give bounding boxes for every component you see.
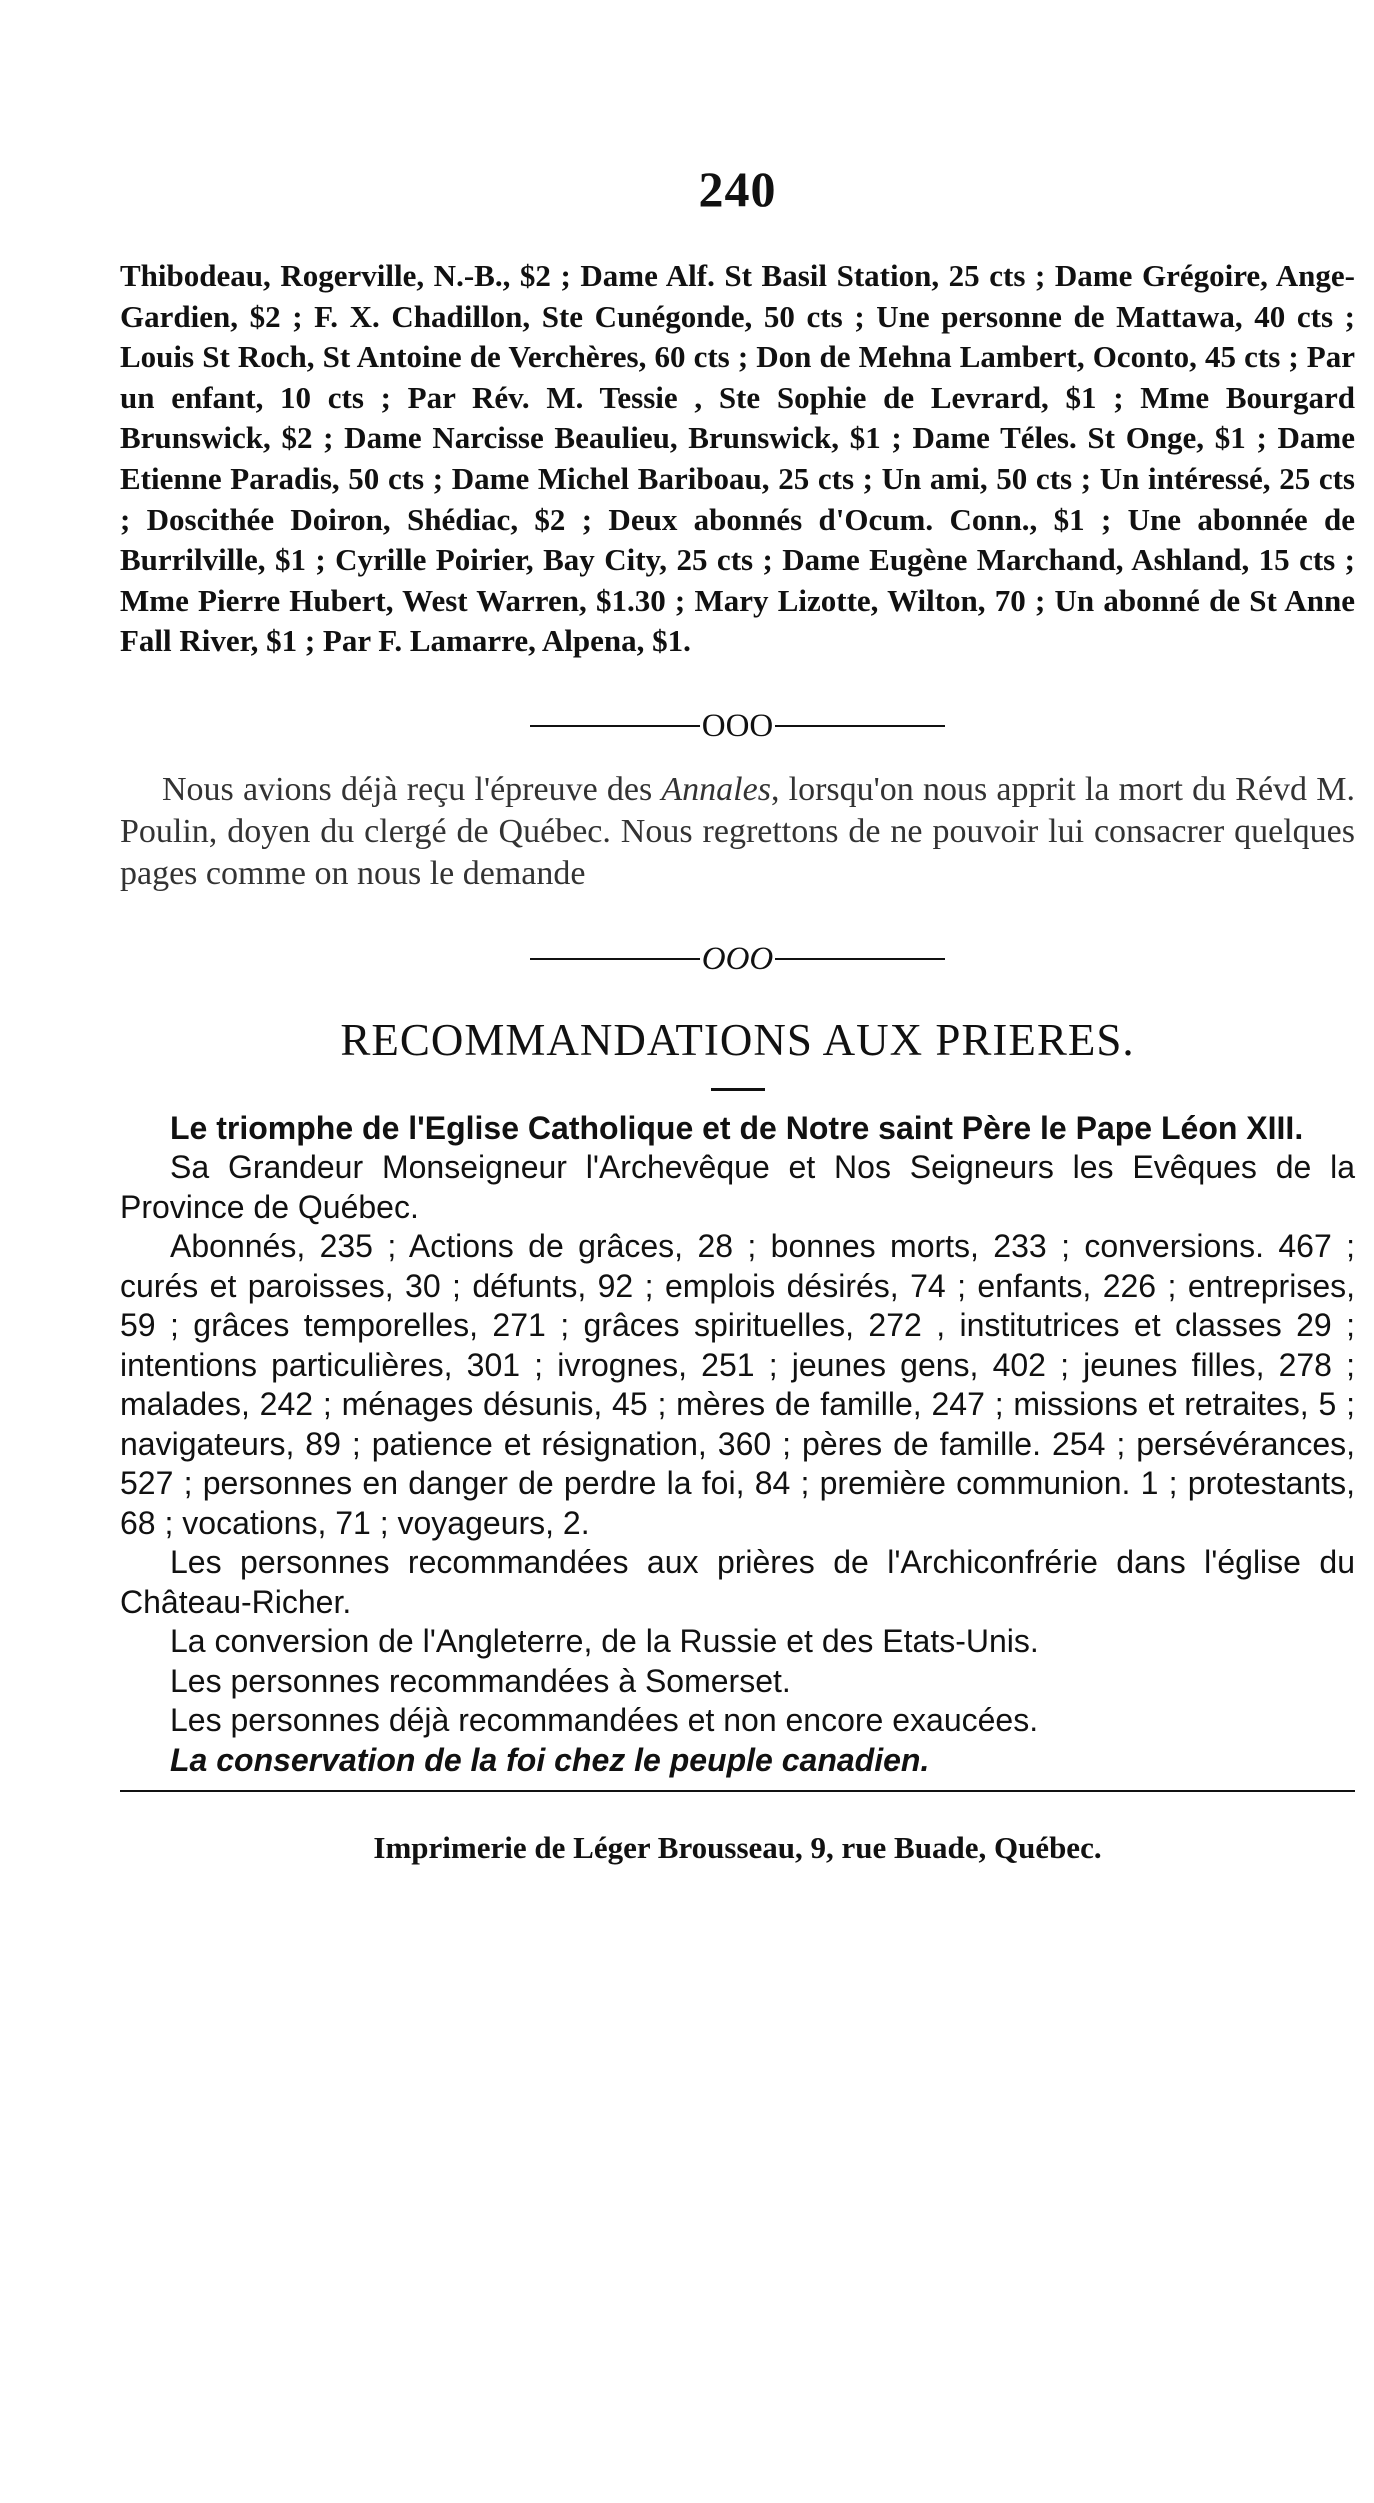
recommendation-item: Abonnés, 235 ; Actions de grâces, 28 ; bonnes morts, 233 ; conversions. 467 ; curés et paroisses, 30 ; défunts, 92 ; emplois désirés, 74 ; enfants, 226 ; entreprises, 59 ; grâces temporelles, 271 ; grâces spirituelles, 272 , institutrices et classes 29 ; intentions particulières, 301 ; ivrognes, 251 ; jeunes gens, 402 ; jeunes filles, 278 ; malades, 242 ; ménages désunis, 45 ; mères de famille, 247 ; missions et retraites, 5 ; navigateurs, 89 ; patience et résignation, 360 ; pères de famille. 254 ; persévérances, 527 ; personnes en danger de perdre la foi, 84 ; première communion. 1 ; protestants, 68 ; vocations, 71 ; voyageurs, 2.: [120, 1228, 1355, 1541]
footer-rule: [120, 1790, 1355, 1792]
recommendation-item: Les personnes déjà recommandées et non encore exaucées.: [170, 1702, 1039, 1739]
recommendations-list: [120, 1109, 1355, 1781]
recommendation-item: Le triomphe de l'Eglise Catholique et de Notre saint Père le Pape Léon XIII.: [170, 1109, 1304, 1146]
recommendation-item: Sa Grandeur Monseigneur l'Archevêque et Nos Seigneurs les Evêques de la Province de Québec.: [120, 1149, 1355, 1225]
separator-line: [530, 958, 700, 960]
recommendation-item: Les personnes recommandées aux prières de l'Archiconfrérie dans l'église du Château-Richer.: [120, 1544, 1355, 1620]
separator-line: [775, 725, 945, 727]
recommendation-item: La conservation de la foi chez le peuple canadien.: [170, 1741, 930, 1778]
separator-line: [775, 958, 945, 960]
recommendation-item: Les personnes recommandées à Somerset.: [170, 1662, 791, 1699]
printer-imprint: Imprimerie de Léger Brousseau, 9, rue Buade, Québec.: [373, 1830, 1102, 1866]
title-underline: [711, 1088, 765, 1091]
notice-paragraph: [120, 769, 1355, 895]
separator-line: [530, 725, 700, 727]
donations-list: Thibodeau, Rogerville, N.-B., $2 ; Dame Alf. St Basil Station, 25 cts ; Dame Grégoire, Ange-Gardien, $2 ; F. X. Chadillon, Ste Cunégonde, 50 cts ; Une personne de Mattawa, 40 cts ; Louis St Roch, St Antoine de Verchères, 60 cts ; Don de Mehna Lambert, Oconto, 45 cts ; Par un enfant, 10 cts ; Par Rév. M. Tessie , Ste Sophie de Levrard, $1 ; Mme Bourgard Brunswick, $2 ; Dame Narcisse Beaulieu, Brunswick, $1 ; Dame Téles. St Onge, $1 ; Dame Etienne Paradis, 50 cts ; Dame Michel Bariboau, 25 cts ; Un ami, 50 cts ; Un intéressé, 25 cts ; Doscithée Doiron, Shédiac, $2 ; Deux abonnés d'Ocum. Conn., $1 ; Une abonnée de Burrilville, $1 ; Cyrille Poirier, Bay City, 25 cts ; Dame Eugène Marchand, Ashland, 15 cts ; Mme Pierre Hubert, West Warren, $1.30 ; Mary Lizotte, Wilton, 70 ; Un abonné de St Anne Fall River, $1 ; Par F. Lamarre, Alpena, $1.: [120, 258, 1355, 659]
separator-mark: OOO: [701, 940, 774, 977]
separator-mark: OOO: [701, 707, 774, 744]
page: [120, 160, 1355, 1866]
notice-text-after: , lorsqu'on nous apprit la mort du Révd M. Poulin, doyen du clergé de Québec. Nous regrettons de ne pouvoir lui consacrer quelques pages comme on nous le demande: [120, 770, 1355, 892]
separator-2: [120, 939, 1355, 978]
separator-1: [120, 706, 1355, 745]
recommendation-item: La conversion de l'Angleterre, de la Russie et des Etats-Unis.: [170, 1623, 1039, 1660]
notice-text-before: Nous avions déjà reçu l'épreuve des: [162, 770, 662, 808]
section-title: RECOMMANDATIONS AUX PRIERES.: [340, 1014, 1135, 1065]
page-number: 240: [698, 161, 777, 217]
notice-italic-title: Annales: [661, 770, 771, 808]
